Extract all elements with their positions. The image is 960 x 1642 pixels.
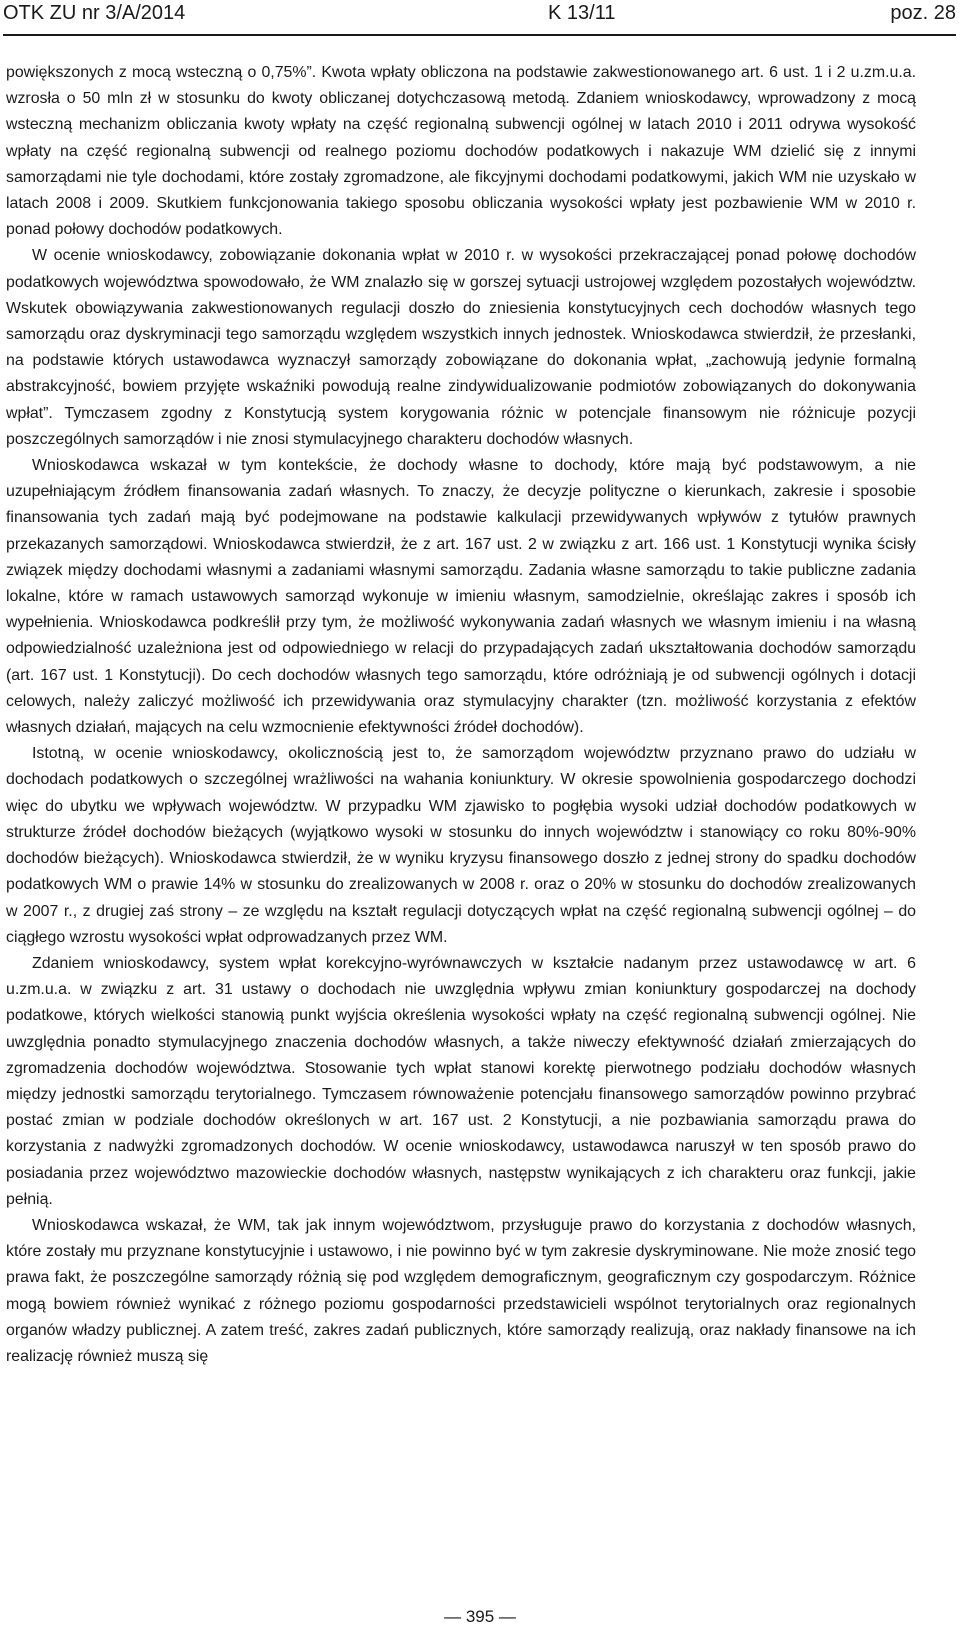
paragraph: W ocenie wnioskodawcy, zobowiązanie dokonania wpłat w 2010 r. w wysokości przekraczającej ponad połowę dochodów podatkowych województwa spowodowało, że WM znalazło się w gorszej sytuacji ustrojowej względem pozostałych województw. Wskutek obowiązywania zakwestionowanych regulacji doszło do zniesienia konstytucyjnych cech dochodów własnych tego samorządu oraz dyskryminacji tego samorządu względem wszystkich innych jednostek. Wnioskodawca stwierdził, że przesłanki, na podstawie których ustawodawca wyznaczył samorządy zobowiązane do dokonania wpłat, „zachowują jedynie formalną abstrakcyjność, bowiem przyjęte wskaźniki powodują realne zindywidualizowanie podmiotów zobowiązanych do dokonywania wpłat”. Tymczasem zgodny z Konstytucją system korygowania różnic w potencjale finansowym nie różnicuje pozycji poszczególnych samorządów i nie znosi stymulacyjnego charakteru dochodów własnych. <box>6 247 916 448</box>
body-text <box>6 60 916 1370</box>
page-header <box>3 0 956 36</box>
paragraph: Wnioskodawca wskazał, że WM, tak jak innym województwom, przysługuje prawo do korzystania z dochodów własnych, które zostały mu przyznane konstytucyjnie i ustawowo, i nie powinno być w tym zakresie dyskryminowane. Nie może znosić tego prawa fakt, że poszczególne samorządy różnią się pod względem demograficznym, geograficznym czy gospodarczym. Różnice mogą bowiem również wynikać z różnego poziomu gospodarności przedstawicieli wspólnot terytorialnych oraz regionalnych organów władzy publicznej. A zatem treść, zakres zadań publicznych, które samorządy realizują, oraz nakłady finansowe na ich realizację również muszą się <box>6 1216 916 1365</box>
position-number: poz. 28 <box>890 2 956 24</box>
case-reference: K 13/11 <box>548 2 616 24</box>
paragraph: Zdaniem wnioskodawcy, system wpłat korekcyjno-wyrównawczych w kształcie nadanym przez ustawodawcę w art. 6 u.zm.u.a. w związku z art. 31 ustawy o dochodach nie uwzględnia wpływu zmian koniunktury gospodarczej na dochody podatkowe, których wielkości stanowią punkt wyjścia określenia wysokości wpłaty na część regionalną subwencji ogólnej. Nie uwzględnia ponadto stymulacyjnego znaczenia dochodów własnych, a także niweczy efektywność działań zmierzających do zgromadzenia dochodów województwa. Stosowanie tych wpłat stanowi korektę pierwotnego podziału dochodów własnych między jednostki samorządu terytorialnego. Tymczasem równoważenie potencjału finansowego samorządów powinno przybrać postać zmian w podziale dochodów określonych w art. 167 ust. 2 Konstytucji, a nie pozbawiania samorządu prawa do korzystania z nadwyżki zgromadzonych dochodów. W ocenie wnioskodawcy, ustawodawca naruszył w ten sposób prawo do posiadania przez województwo mazowieckie dochodów własnych, następstw wynikających z ich charakteru oraz funkcji, jakie pełnią. <box>6 954 916 1208</box>
journal-title: OTK ZU nr 3/A/2014 <box>3 2 186 24</box>
paragraph: powiększonych z mocą wsteczną o 0,75%”. Kwota wpłaty obliczona na podstawie zakwestionowanego art. 6 ust. 1 i 2 u.zm.u.a. wzrosła o 50 mln zł w stosunku do kwoty obliczanej dotychczasową metodą. Zdaniem wnioskodawcy, wprowadzony z mocą wsteczną mechanizm obliczania kwoty wpłaty na część regionalną subwencji ogólnej w latach 2010 i 2011 odrywa wysokość wpłaty na część regionalną subwencji od realnego poziomu dochodów podatkowych i nakazuje WM dzielić się z innymi samorządami nie tyle dochodami, które zostały zgromadzone, ale fikcyjnymi dochodami podatkowymi, jakich WM nie uzyskało w latach 2008 i 2009. Skutkiem funkcjonowania takiego sposobu obliczania wysokości wpłaty jest pozbawienie WM w 2010 r. ponad połowy dochodów podatkowych. <box>6 64 916 239</box>
page-number: — 395 — <box>444 1607 516 1626</box>
paragraph: Istotną, w ocenie wnioskodawcy, okolicznością jest to, że samorządom województw przyznano prawo do udziału w dochodach podatkowych o szczególnej wrażliwości na wahania koniunktury. W okresie spowolnienia gospodarczego dochodzi więc do ubytku we wpływach województw. W przypadku WM zjawisko to pogłębia wysoki udział dochodów podatkowych w strukturze źródeł dochodów bieżących (wyjątkowo wysoki w stosunku do innych województw i stanowiący co roku 80%-90% dochodów bieżących). Wnioskodawca stwierdził, że w wyniku kryzysu finansowego doszło z jednej strony do spadku dochodów podatkowych WM o prawie 14% w stosunku do zrealizowanych w 2008 r. oraz o 20% w stosunku do dochodów zrealizowanych w 2007 r., z drugiej zaś strony – ze względu na kształt regulacji dotyczących wpłat na część regionalną subwencji ogólnej – do ciągłego wzrostu wysokości wpłat odprowadzanych przez WM. <box>6 745 916 946</box>
paragraph: Wnioskodawca wskazał w tym kontekście, że dochody własne to dochody, które mają być podstawowym, a nie uzupełniającym źródłem finansowania zadań własnych. To znaczy, że decyzje polityczne o kierunkach, zakresie i sposobie finansowania tych zadań mają być podejmowane na podstawie kalkulacji przewidywanych wpływów z tytułów prawnych przekazanych samorządowi. Wnioskodawca stwierdził, że z art. 167 ust. 2 w związku z art. 166 ust. 1 Konstytucji wynika ścisły związek między dochodami własnymi a zadaniami własnymi samorządu. Zadania własne samorządu to takie publiczne zadania lokalne, które w ramach ustawowych samorząd wykonuje w imieniu własnym, samodzielnie, określając zakres i sposób ich wypełnienia. Wnioskodawca podkreślił przy tym, że możliwość wykonywania zadań własnych we własnym imieniu i na własną odpowiedzialność uzależniona jest od odpowiedniego w relacji do przypadających zadań ukształtowania dochodów samorządu (art. 167 ust. 1 Konstytucji). Do cech dochodów własnych tego samorządu, które odróżniają je od subwencji ogólnych i dotacji celowych, należy zaliczyć możliwość ich przewidywania oraz stymulacyjny charakter (tzn. możliwość korzystania z efektów własnych działań, mających na celu wzmocnienie efektywności źródeł dochodów). <box>6 457 916 737</box>
